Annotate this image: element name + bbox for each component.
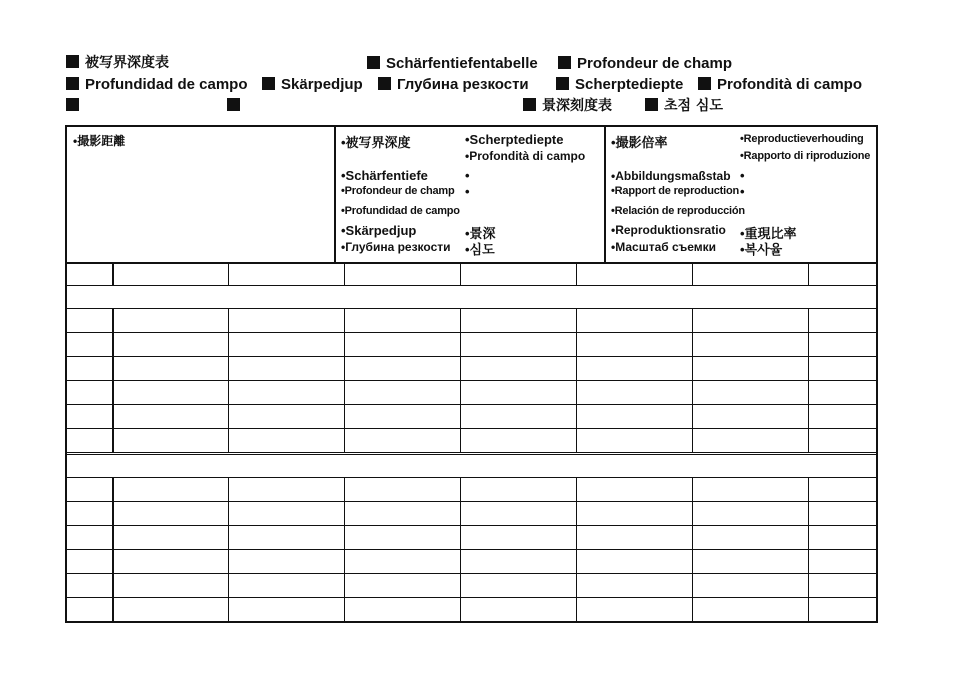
bullet-square-icon xyxy=(556,77,569,90)
header-shooting-distance xyxy=(67,127,336,262)
lang-label: Profondeur de champ xyxy=(577,55,733,72)
lang-korean xyxy=(645,98,723,115)
lang-dutch xyxy=(556,76,683,93)
column-divider xyxy=(692,308,693,452)
column-divider xyxy=(576,477,577,621)
lang-label: Schärfentiefentabelle xyxy=(386,55,538,72)
bullet-square-icon xyxy=(367,56,380,69)
column-divider xyxy=(112,477,114,621)
dof-label-ru: •Глубина резкости xyxy=(341,240,451,254)
lang-german xyxy=(367,55,538,72)
lang-chinese xyxy=(523,98,612,115)
table-row-border xyxy=(67,380,878,381)
dof-label-ko: •심도 xyxy=(465,242,495,257)
mag-label-fr: •Rapport de reproduction xyxy=(611,185,739,197)
dof-label-sv: •Skärpedjup xyxy=(341,223,417,238)
column-divider xyxy=(808,262,809,285)
mag-label-it: •Rapporto di riproduzione xyxy=(740,150,871,162)
column-divider xyxy=(460,477,461,621)
lang-label: 초점 심도 xyxy=(664,98,723,114)
bullet-square-icon xyxy=(66,77,79,90)
column-divider xyxy=(808,308,809,452)
bullet-square-icon xyxy=(645,98,658,111)
column-divider xyxy=(576,262,577,285)
section-band-bottom xyxy=(67,308,878,309)
bullet-square-icon xyxy=(523,98,536,111)
lang-japanese xyxy=(66,55,169,72)
header-magnification xyxy=(606,127,878,262)
distance-label-ja: •撮影距離 xyxy=(73,134,126,148)
table-row-border xyxy=(67,573,878,574)
mag-label-es: •Relación de reproducción xyxy=(611,205,745,217)
column-divider xyxy=(692,262,693,285)
dof-label-zh: •景深 xyxy=(465,226,496,241)
lang-label: Profondità di campo xyxy=(717,76,863,93)
mag-label-ru: •Масштаб съемки xyxy=(611,240,717,254)
dof-label-de: •Schärfentiefe xyxy=(341,168,428,183)
depth-of-field-table xyxy=(65,125,878,623)
lang-blank-2 xyxy=(227,98,246,115)
column-divider xyxy=(460,262,461,285)
column-divider xyxy=(228,308,229,452)
section-band-top xyxy=(67,285,878,286)
dof-label-es: •Profundidad de campo xyxy=(341,205,460,217)
lang-swedish xyxy=(262,76,363,93)
column-divider xyxy=(692,477,693,621)
mag-label-zh: •重現比率 xyxy=(740,226,797,241)
bullet-square-icon xyxy=(66,98,79,111)
column-divider xyxy=(112,262,114,285)
column-divider xyxy=(228,477,229,621)
dof-label-blank2: • xyxy=(465,184,470,199)
column-divider xyxy=(344,262,345,285)
lang-french xyxy=(558,55,732,72)
mag-label-de: •Abbildungsmaßstab xyxy=(611,169,731,183)
lang-label: Scherptediepte xyxy=(575,76,684,93)
table-row-border xyxy=(67,332,878,333)
bullet-square-icon xyxy=(698,77,711,90)
bullet-square-icon xyxy=(227,98,240,111)
section-band-top xyxy=(67,454,878,455)
header-depth-of-field xyxy=(336,127,606,262)
lang-label: Глубина резкости xyxy=(397,76,529,93)
table-row-border xyxy=(67,621,878,622)
table-row-border xyxy=(67,404,878,405)
lang-label: Skärpedjup xyxy=(281,76,363,93)
column-divider xyxy=(460,308,461,452)
lang-spanish xyxy=(66,76,248,93)
bullet-square-icon xyxy=(66,55,79,68)
dof-label-blank1: • xyxy=(465,168,470,183)
table-row-border xyxy=(67,356,878,357)
column-divider xyxy=(344,477,345,621)
lang-blank-1 xyxy=(66,98,85,115)
dof-label-fr: •Profondeur de champ xyxy=(341,185,455,197)
mag-label-blank2: • xyxy=(740,184,745,199)
column-divider xyxy=(344,308,345,452)
dof-label-it: •Profondità di campo xyxy=(465,149,586,163)
lang-label: Profundidad de campo xyxy=(85,76,248,93)
lang-label: 被写界深度表 xyxy=(85,55,169,71)
mag-label-blank1: • xyxy=(740,168,745,183)
lang-russian xyxy=(378,76,529,93)
table-row-border xyxy=(67,525,878,526)
table-row-border xyxy=(67,452,878,453)
dof-label-ja: •被写界深度 xyxy=(341,135,411,150)
bullet-square-icon xyxy=(558,56,571,69)
column-divider xyxy=(576,308,577,452)
lang-label: 景深刻度表 xyxy=(542,98,612,114)
section-band-bottom xyxy=(67,477,878,478)
table-row-border xyxy=(67,501,878,502)
dof-label-nl: •Scherptediepte xyxy=(465,132,564,147)
column-divider xyxy=(808,477,809,621)
column-divider xyxy=(228,262,229,285)
mag-label-en: •Reproduktionsratio xyxy=(611,223,726,237)
bullet-square-icon xyxy=(378,77,391,90)
bullet-square-icon xyxy=(262,77,275,90)
mag-label-ko: •복사율 xyxy=(740,242,783,257)
table-row-border xyxy=(67,549,878,550)
table-row-border xyxy=(67,597,878,598)
header-bottom-border xyxy=(67,262,878,264)
lang-italian xyxy=(698,76,862,93)
mag-label-nl: •Reproductieverhouding xyxy=(740,133,864,145)
column-divider xyxy=(112,308,114,452)
mag-label-ja: •撮影倍率 xyxy=(611,135,668,150)
table-row-border xyxy=(67,428,878,429)
